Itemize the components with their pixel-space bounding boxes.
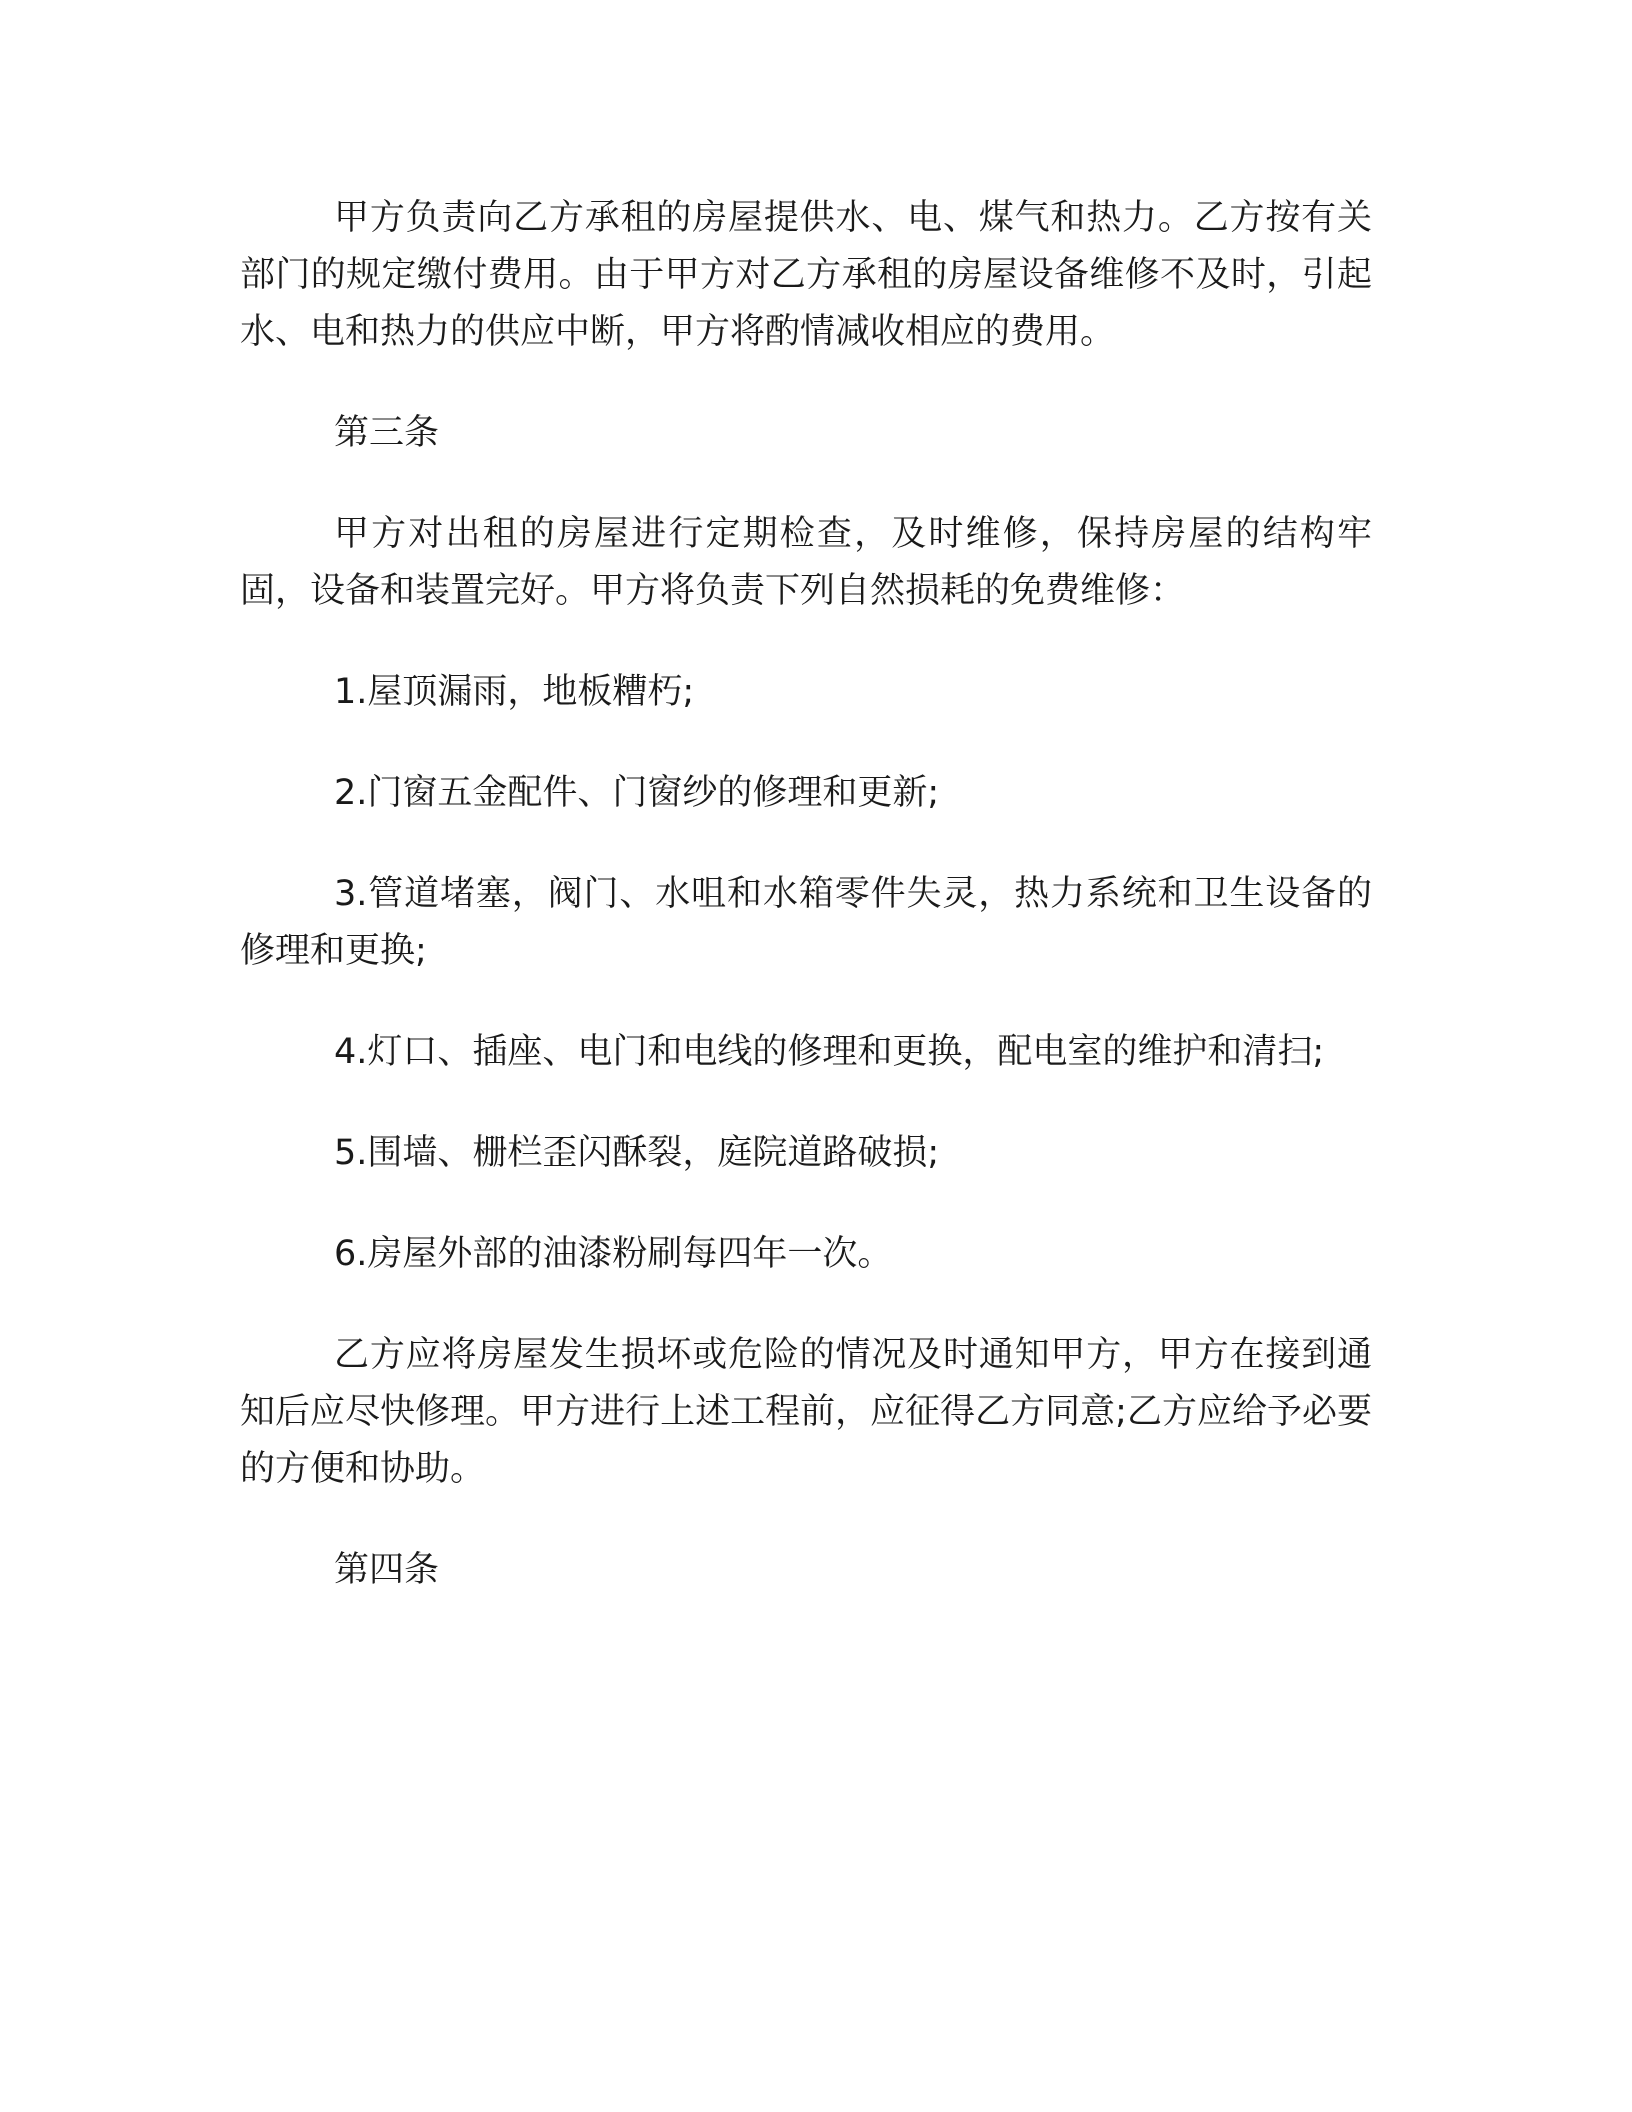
article-heading-4: 第四条 (334, 1550, 440, 1590)
article-heading-3: 第三条 (334, 413, 440, 453)
list-item-6: 6.房屋外部的油漆粉刷每四年一次。 (334, 1234, 893, 1274)
document-page (240, 190, 1372, 1643)
paragraph-maintenance: 甲方对出租的房屋进行定期检查，及时维修，保持房屋的结构牢固，设备和装置完好。甲方将负责下列自然损耗的免费维修： (240, 514, 1372, 611)
paragraph-utilities: 甲方负责向乙方承租的房屋提供水、电、煤气和热力。乙方按有关部门的规定缴付费用。由于甲方对乙方承租的房屋设备维修不及时，引起水、电和热力的供应中断，甲方将酌情减收相应的费用。 (240, 198, 1372, 352)
list-item-2: 2.门窗五金配件、门窗纱的修理和更新; (334, 773, 940, 813)
paragraph-notification: 乙方应将房屋发生损坏或危险的情况及时通知甲方，甲方在接到通知后应尽快修理。甲方进行上述工程前，应征得乙方同意;乙方应给予必要的方便和协助。 (240, 1335, 1372, 1489)
list-item-3: 3.管道堵塞，阀门、水咀和水箱零件失灵，热力系统和卫生设备的修理和更换; (240, 874, 1372, 971)
list-item-1: 1.屋顶漏雨，地板糟朽; (334, 672, 695, 712)
list-item-4: 4.灯口、插座、电门和电线的修理和更换，配电室的维护和清扫; (334, 1032, 1325, 1072)
list-item-5: 5.围墙、栅栏歪闪酥裂，庭院道路破损; (334, 1133, 940, 1173)
